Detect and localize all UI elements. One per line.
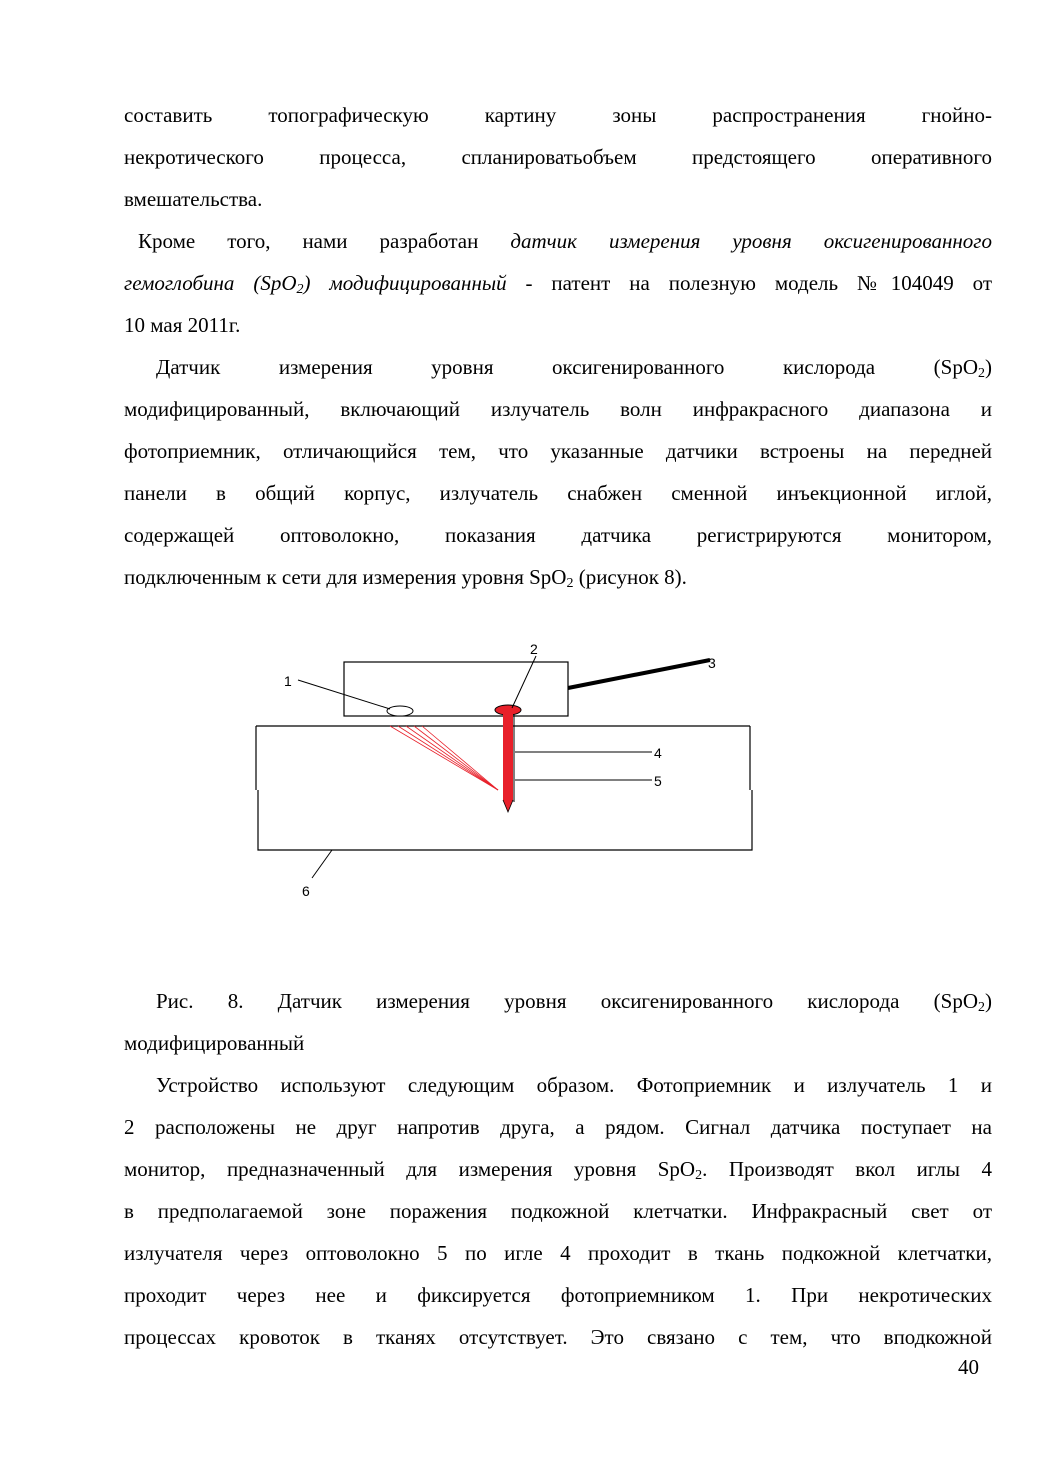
label-3: 3: [708, 655, 716, 671]
label-6: 6: [302, 883, 310, 899]
label-1: 1: [284, 673, 292, 689]
text-line: [124, 220, 992, 262]
text-span: подключенным к сети для измерения уровня SpO: [124, 565, 567, 589]
text-line: фотоприемник, отличающийся тем, что указанные датчики встроены на передней: [124, 439, 992, 463]
sensor-housing: [344, 662, 568, 716]
text-span: гемоглобина (SpO: [124, 271, 297, 295]
leader-line-2: [512, 656, 536, 708]
text-span: ) модифицированный: [303, 271, 507, 295]
text-span: Рис. 8. Датчик измерения уровня оксигенированного кислорода (SpO: [156, 989, 978, 1013]
subscript: 2: [978, 1000, 985, 1015]
text-line: проходит через нее и фиксируется фотоприемником 1. При некротических: [124, 1283, 992, 1307]
text-line: [124, 556, 992, 598]
leader-line-6: [312, 850, 332, 878]
text-span: Датчик измерения уровня оксигенированного кислорода (SpO: [156, 355, 978, 379]
needle: [503, 714, 513, 800]
emitter: [495, 705, 521, 715]
subscript: 2: [695, 1168, 703, 1183]
text-span: монитор, предназначенный для измерения уровня SpO: [124, 1157, 696, 1181]
text-line: модифицированный, включающий излучатель волн инфракрасного диапазона и: [124, 397, 992, 421]
paragraph-3: [124, 346, 992, 598]
label-2: 2: [530, 641, 538, 657]
italic-text: [124, 271, 507, 295]
italic-text: датчик измерения уровня оксигенированного: [510, 229, 993, 253]
text-line: [124, 262, 992, 304]
label-4: 4: [654, 745, 662, 761]
text-span: (рисунок 8).: [573, 565, 687, 589]
needle-tip: [503, 800, 513, 812]
paragraph-2: [124, 220, 992, 346]
text-line: некротического процесса, спланироватьобъем предстоящего оперативного: [124, 145, 992, 169]
page-number: 40: [958, 1355, 979, 1379]
text-span: Кроме того, нами разработан: [138, 229, 511, 253]
label-5: 5: [654, 773, 662, 789]
text-line: 10 мая 2011г.: [124, 313, 241, 337]
text-line: [124, 346, 992, 388]
text-span: - патент на полезную модель №104049 от: [506, 271, 992, 295]
text-line: в предполагаемой зоне поражения подкожной клетчатки. Инфракрасный свет от: [124, 1199, 992, 1223]
text-span: . Производят вкол иглы 4: [702, 1157, 992, 1181]
text-line: процессах кровоток в тканях отсутствует. Это связано с тем, что вподкожной: [124, 1325, 992, 1349]
photodetector: [387, 706, 413, 716]
text-span: ): [985, 355, 992, 379]
text-line: модифицированный: [124, 1031, 305, 1055]
text-line: Устройство используют следующим образом. Фотоприемник и излучатель 1 и: [156, 1073, 992, 1097]
subscript: 2: [978, 366, 985, 381]
text-line: 2 расположены не друг напротив друга, а рядом. Сигнал датчика поступает на: [124, 1115, 992, 1139]
text-line: излучателя через оптоволокно 5 по игле 4 проходит в ткань подкожной клетчатки,: [124, 1241, 992, 1265]
text-line: [124, 1148, 992, 1190]
text-line: [124, 980, 992, 1022]
paragraph-1: [124, 94, 992, 220]
text-line: содержащей оптоволокно, показания датчика регистрируются монитором,: [124, 523, 992, 547]
text-line: составить топографическую картину зоны распространения гнойно-: [124, 103, 992, 127]
text-line: вмешательства.: [124, 187, 263, 211]
subscript: 2: [566, 576, 574, 591]
sensor-diagram: [240, 630, 760, 910]
subscript: 2: [296, 282, 304, 297]
text-span: ): [985, 989, 992, 1013]
paragraph-4: [124, 1064, 992, 1358]
text-line: панели в общий корпус, излучатель снабжен сменной инъекционной иглой,: [124, 481, 992, 505]
cable: [568, 660, 710, 688]
infrared-rays: [390, 726, 498, 790]
figure-caption: [124, 980, 992, 1064]
